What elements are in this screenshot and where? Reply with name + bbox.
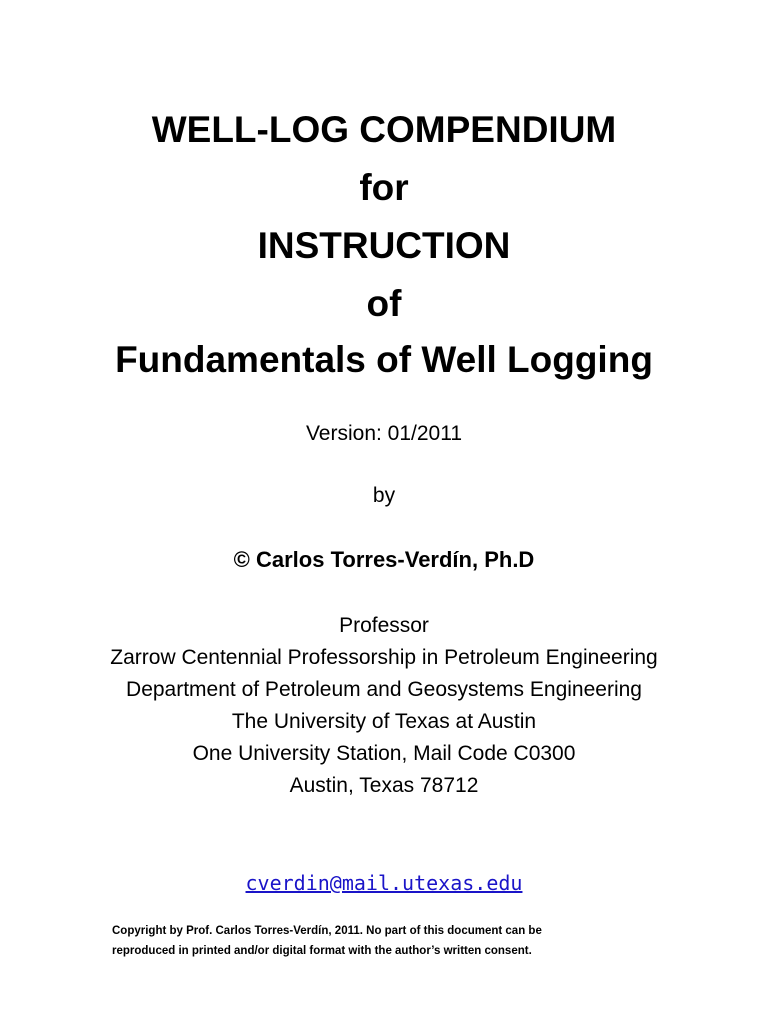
by-label: by [372, 484, 396, 507]
affiliation-chair: Zarrow Centennial Professorship in Petroleum Engineering [110, 646, 658, 669]
copyright-notice [112, 921, 672, 961]
title-line-2: for [359, 167, 409, 208]
affiliation-city: Austin, Texas 78712 [289, 774, 479, 797]
author-affiliation [0, 610, 768, 802]
title-line-4: of [366, 283, 402, 324]
email-link[interactable]: cverdin@mail.utexas.edu [245, 871, 523, 895]
version-label: Version: 01/2011 [305, 422, 463, 445]
affiliation-address: One University Station, Mail Code C0300 [192, 742, 576, 765]
author-name: © Carlos Torres-Verdín, Ph.D [233, 547, 535, 572]
title-line-3: INSTRUCTION [257, 225, 511, 266]
title-line-1: WELL-LOG COMPENDIUM [151, 109, 617, 150]
copyright-line-1: Copyright by Prof. Carlos Torres-Verdín, 2011. No part of this document can be [112, 925, 542, 937]
title-line-5: Fundamentals of Well Logging [115, 339, 653, 380]
copyright-line-2: reproduced in printed and/or digital format with the author’s written consent. [112, 945, 532, 957]
affiliation-department: Department of Petroleum and Geosystems Engineering [126, 678, 642, 701]
affiliation-role: Professor [339, 614, 429, 637]
affiliation-university: The University of Texas at Austin [231, 710, 537, 733]
email-container [0, 870, 768, 896]
